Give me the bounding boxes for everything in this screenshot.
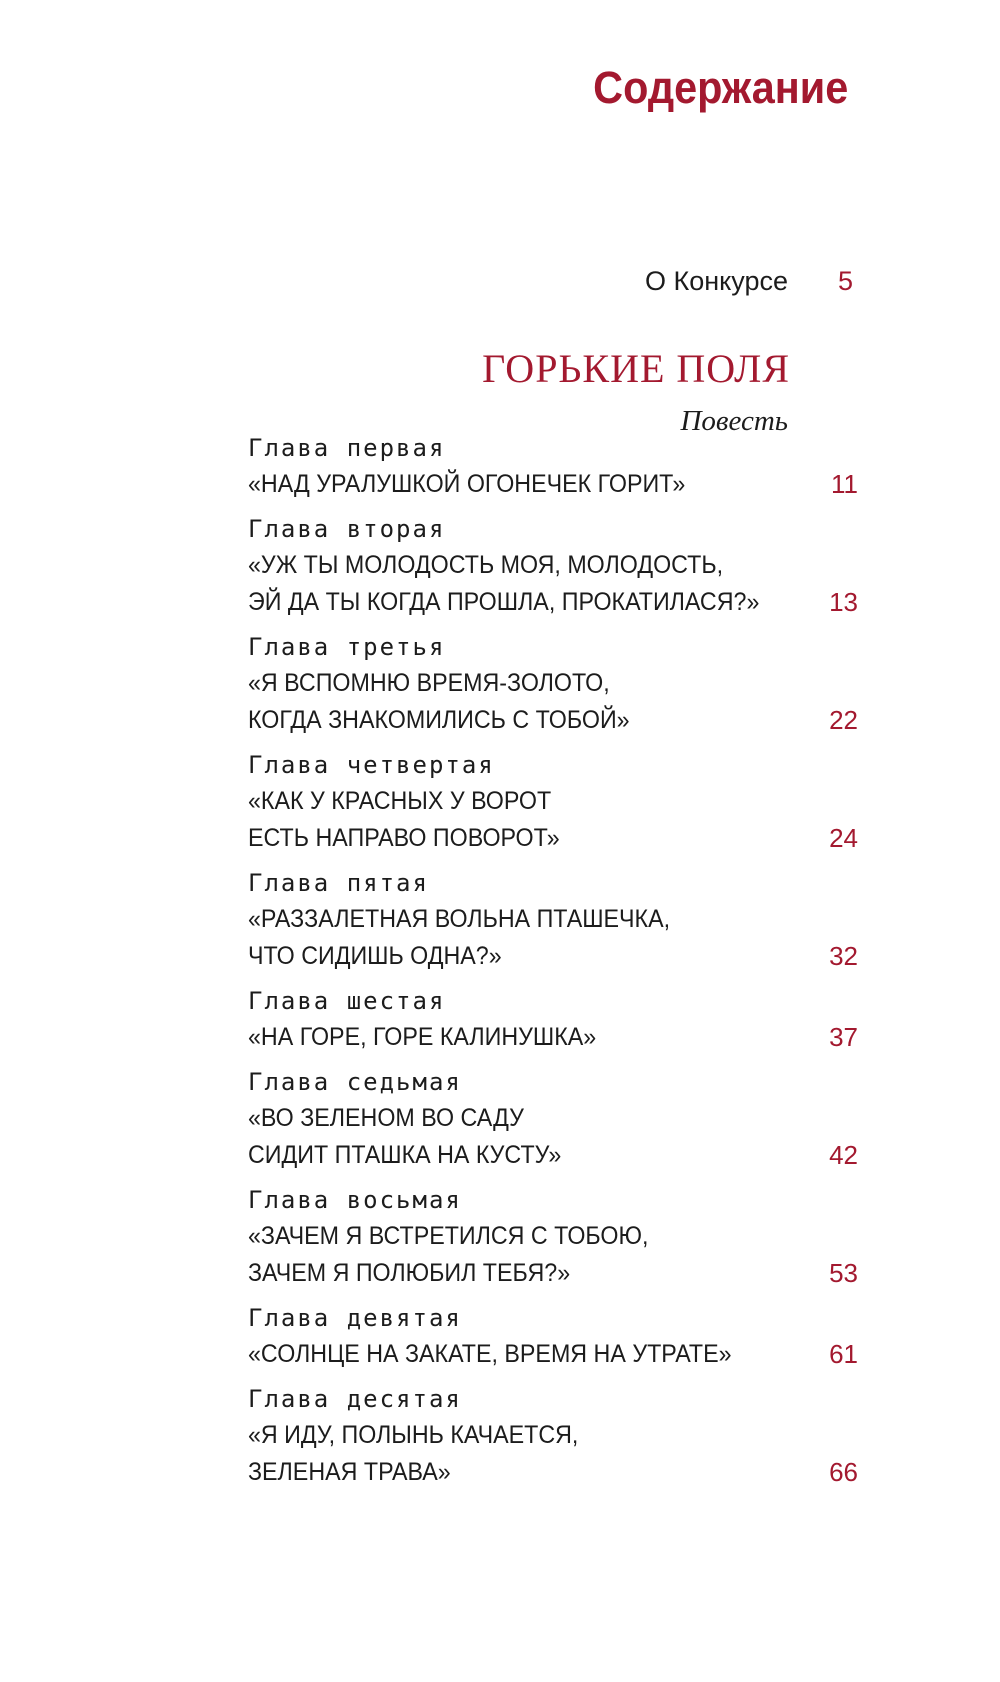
chapter-title-line: «ВО ЗЕЛЕНОМ ВО САДУ <box>248 1104 524 1132</box>
chapter-title-line: СИДИТ ПТАШКА НА КУСТУ» <box>248 1141 562 1169</box>
chapter-label: Глава пятая <box>248 869 429 897</box>
chapter-label: Глава вторая <box>248 515 446 543</box>
chapter-title-line: «ЗАЧЕМ Я ВСТРЕТИЛСЯ С ТОБОЮ, <box>248 1222 649 1250</box>
chapter-entry-6[interactable] <box>248 983 858 1056</box>
section-title: ГОРЬКИЕ ПОЛЯ <box>482 346 790 391</box>
chapter-title-line: ЧТО СИДИШЬ ОДНА?» <box>248 942 502 970</box>
chapter-entry-5[interactable] <box>248 865 858 975</box>
chapter-title-line: КОГДА ЗНАКОМИЛИСЬ С ТОБОЙ» <box>248 706 630 734</box>
chapter-page-number: 53 <box>829 1258 858 1288</box>
chapter-entry-8[interactable] <box>248 1182 858 1292</box>
chapter-label: Глава седьмая <box>248 1068 462 1096</box>
chapter-page-number: 37 <box>829 1022 858 1052</box>
chapter-label: Глава шестая <box>248 987 446 1015</box>
chapter-title-line: ЭЙ ДА ТЫ КОГДА ПРОШЛА, ПРОКАТИЛАСЯ?» <box>248 588 760 616</box>
chapter-page-number: 22 <box>829 705 858 735</box>
chapter-page-number: 13 <box>829 587 858 617</box>
chapter-title-line: ЕСТЬ НАПРАВО ПОВОРОТ» <box>248 824 560 852</box>
toc-entry-intro[interactable] <box>0 262 1000 302</box>
toc-entry-label: О Конкурсе <box>644 266 788 296</box>
chapter-title-line: ЗЕЛЕНАЯ ТРАВА» <box>248 1458 451 1486</box>
chapter-title-line: ЗАЧЕМ Я ПОЛЮБИЛ ТЕБЯ?» <box>248 1259 571 1287</box>
chapter-label: Глава четвертая <box>248 751 495 779</box>
chapter-title-line: «СОЛНЦЕ НА ЗАКАТЕ, ВРЕМЯ НА УТРАТЕ» <box>248 1340 732 1368</box>
chapter-label: Глава третья <box>248 633 446 661</box>
section-subtitle: Повесть <box>680 405 788 437</box>
chapter-page-number: 66 <box>829 1457 858 1487</box>
chapter-page-number: 42 <box>829 1140 858 1170</box>
chapter-page-number: 61 <box>829 1339 858 1369</box>
chapter-page-number: 24 <box>829 823 858 853</box>
chapter-entry-10[interactable] <box>248 1381 858 1491</box>
toc-page-number: 5 <box>838 266 854 296</box>
chapter-entry-1[interactable] <box>248 430 858 503</box>
chapter-entry-3[interactable] <box>248 629 858 739</box>
chapter-entry-2[interactable] <box>248 511 858 621</box>
page-title: Содержание <box>592 62 848 113</box>
chapter-title-line: «РАЗЗАЛЕТНАЯ ВОЛЬНА ПТАШЕЧКА, <box>248 905 671 933</box>
chapter-label: Глава восьмая <box>248 1186 462 1214</box>
chapter-title-line: «КАК У КРАСНЫХ У ВОРОТ <box>248 787 552 815</box>
chapter-entry-7[interactable] <box>248 1064 858 1174</box>
chapter-page-number: 11 <box>831 469 858 499</box>
chapter-title-line: «УЖ ТЫ МОЛОДОСТЬ МОЯ, МОЛОДОСТЬ, <box>248 551 724 579</box>
chapter-page-number: 32 <box>829 941 858 971</box>
chapter-label: Глава десятая <box>248 1385 462 1413</box>
chapter-entry-4[interactable] <box>248 747 858 857</box>
chapter-title-line: «НАД УРАЛУШКОЙ ОГОНЕЧЕК ГОРИТ» <box>248 470 686 498</box>
chapter-label: Глава первая <box>248 434 446 462</box>
chapter-label: Глава девятая <box>248 1304 462 1332</box>
chapter-title-line: «НА ГОРЕ, ГОРЕ КАЛИНУШКА» <box>248 1023 597 1051</box>
chapter-entry-9[interactable] <box>248 1300 858 1373</box>
chapter-title-line: «Я ИДУ, ПОЛЫНЬ КАЧАЕТСЯ, <box>248 1421 579 1449</box>
chapter-title-line: «Я ВСПОМНЮ ВРЕМЯ-ЗОЛОТО, <box>248 669 610 697</box>
